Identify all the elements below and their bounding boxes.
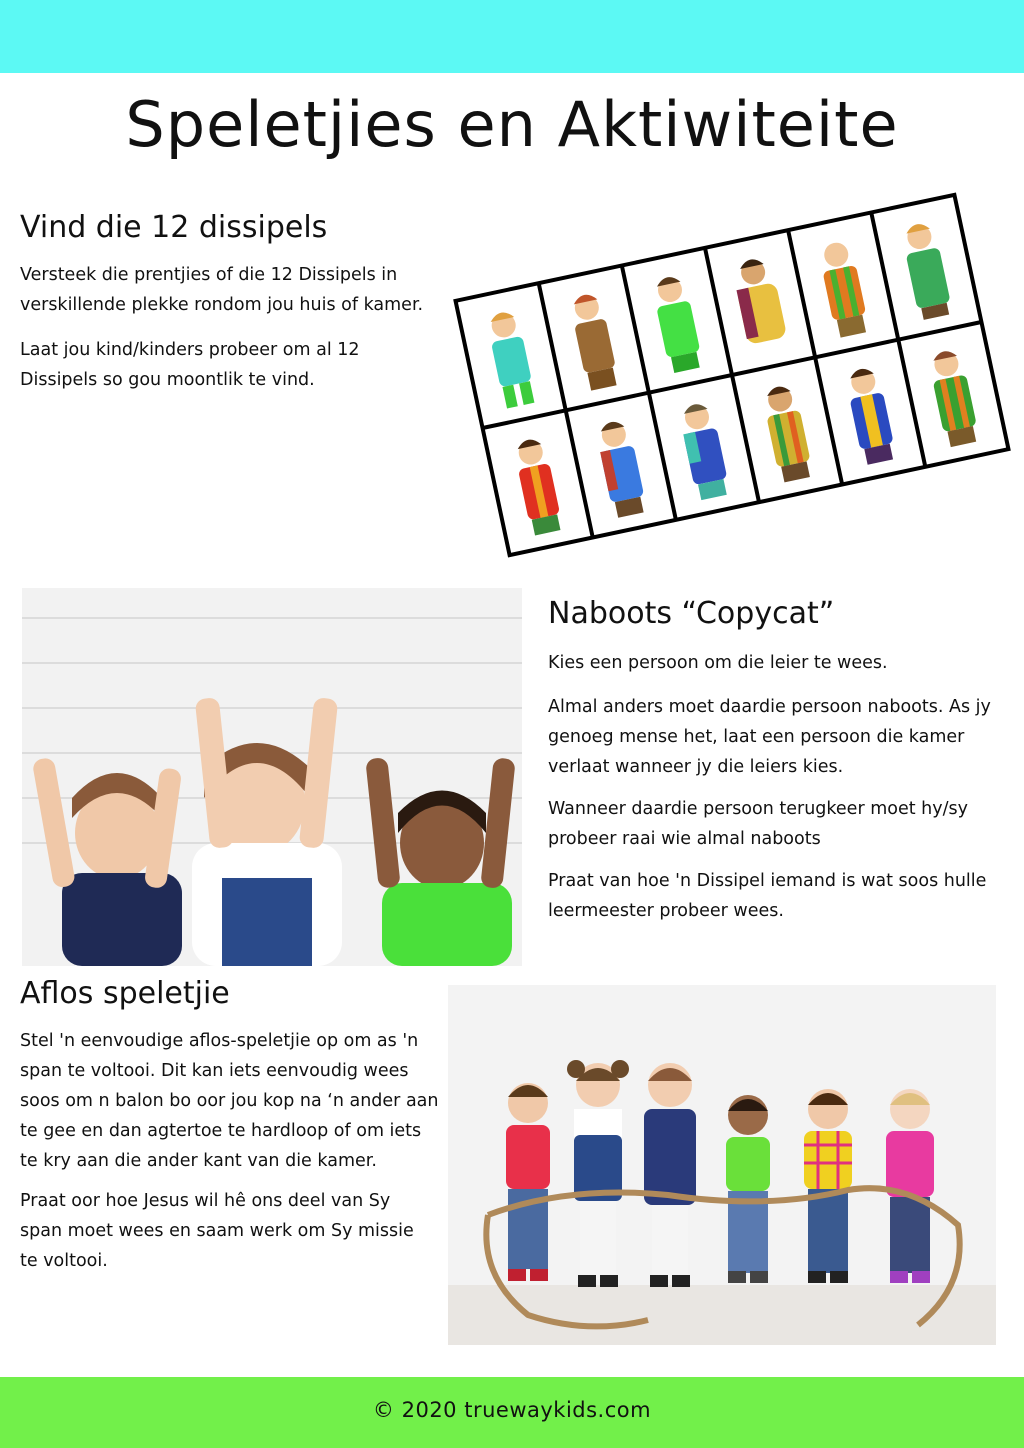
top-color-band <box>0 0 1024 73</box>
copycat-paragraph-1: Kies een persoon om die leier te wees. <box>548 653 888 673</box>
section-heading-relay: Aflos speletjie <box>20 976 230 1011</box>
page-title: Speletjies en Aktiwiteite <box>125 88 899 161</box>
relay-paragraph-1: Stel 'n eenvoudige aflos-speletjie op om as 'n span te voltooi. Dit kan iets eenvoudig wees soos om n balon bo oor jou kop na ‘n ander aan te gee en dan agtertoe te hardloop of om iets te kry aan die ander kant van die kamer. <box>20 1031 439 1171</box>
disciples-paragraph-2: Laat jou kind/kinders probeer om al 12 Dissipels so gou moontlik te vind. <box>20 340 360 390</box>
section-heading-disciples: Vind die 12 dissipels <box>20 210 328 245</box>
relay-paragraph-2: Praat oor hoe Jesus wil hê ons deel van Sy span moet wees en saam werk om Sy missie te voltooi. <box>20 1191 414 1271</box>
section-heading-copycat: Naboots “Copycat” <box>548 596 835 631</box>
disciple-cards-illustration <box>450 160 1015 590</box>
copycat-paragraph-4: Praat van hoe 'n Dissipel iemand is wat soos hulle leermeester probeer wees. <box>548 871 987 921</box>
copycat-paragraph-2: Almal anders moet daardie persoon naboots. As jy genoeg mense het, laat een persoon die kamer verlaat wanneer jy die leiers kies. <box>548 697 991 777</box>
copycat-paragraph-3: Wanneer daardie persoon terugkeer moet hy/sy probeer raai wie almal naboots <box>548 799 968 849</box>
disciples-paragraph-1: Versteek die prentjies of die 12 Dissipels in verskillende plekke rondom jou huis of kamer. <box>20 265 424 315</box>
children-pointing-photo <box>22 588 522 966</box>
footer-copyright: © 2020 truewaykids.com <box>372 1398 652 1422</box>
children-rope-photo <box>448 985 996 1345</box>
